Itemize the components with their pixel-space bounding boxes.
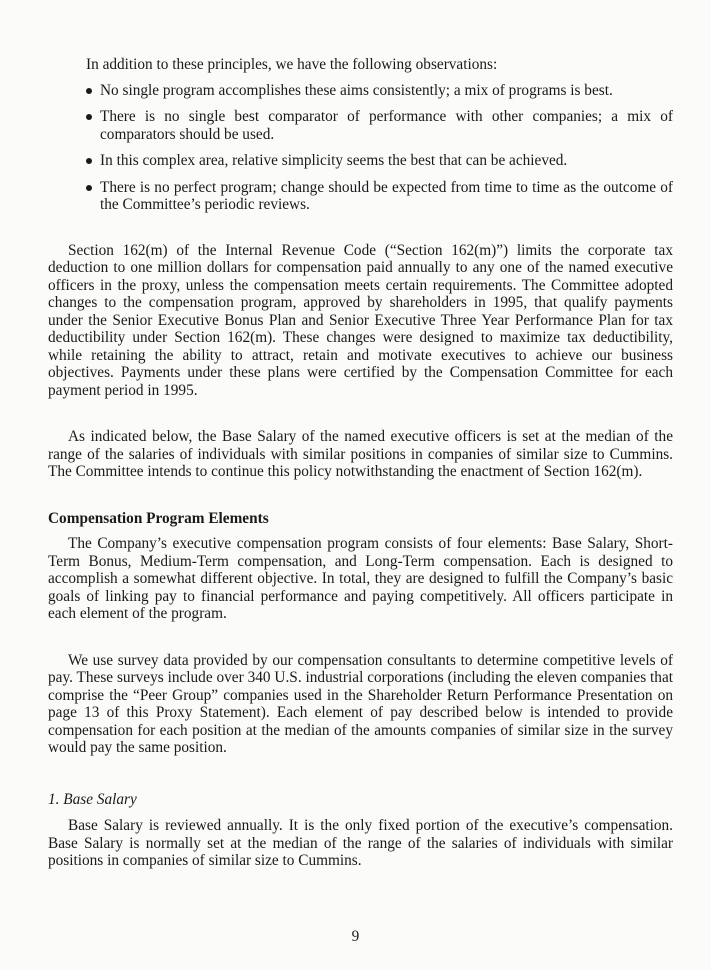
observations-list xyxy=(48,82,673,214)
intro-text: In addition to these principles, we have the following observations: xyxy=(86,56,498,73)
bullet-icon xyxy=(86,158,92,164)
list-item: In this complex area, relative simplicity seems the best that can be achieved. xyxy=(48,152,673,170)
list-item: There is no perfect program; change should be expected from time to time as the outcome of the Committee’s periodic reviews. xyxy=(48,179,673,214)
list-item: No single program accomplishes these aims consistently; a mix of programs is best. xyxy=(48,82,673,100)
base-salary-subheading: 1. Base Salary xyxy=(48,790,137,808)
page-number: 9 xyxy=(351,928,360,945)
bullet-icon xyxy=(86,185,92,191)
base-salary-paragraph: Base Salary is reviewed annually. It is the only fixed portion of the executive’s compensation. Base Salary is normally set at the median of the range of the salaries of individuals with similar positions in companies of similar size to Cummins. xyxy=(48,817,673,869)
bullet-icon xyxy=(86,114,92,120)
section-162m-paragraph: Section 162(m) of the Internal Revenue Code (“Section 162(m)”) limits the corporate tax deduction to one million dollars for compensation paid annually to any one of the named executive officers in the proxy, unless the compensation meets certain requirements. The Committee adopted changes to the compensation program, approved by shareholders in 1995, that qualify payments under the Senior Executive Bonus Plan and Senior Executive Three Year Performance Plan for tax deductibility under Section 162(m). These changes were designed to maximize tax deductibility, while retaining the ability to attract, retain and motivate executives to achieve our business objectives. Payments under these plans were certified by the Compensation Committee for each payment period in 1995. xyxy=(48,241,673,399)
survey-paragraph: We use survey data provided by our compensation consultants to determine competitive levels of pay. These surveys include over 340 U.S. industrial corporations (including the eleven companies that comprise the “Peer Group” companies used in the Shareholder Return Performance Presentation on page 13 of this Proxy Statement). Each element of pay described below is intended to provide compensation for each position at the median of the amounts companies of similar size in the survey would pay the same position. xyxy=(48,651,673,756)
base-salary-policy-paragraph: As indicated below, the Base Salary of the named executive officers is set at the median of the range of the salaries of individuals with similar positions in companies of similar size to Cummins. The Committee intends to continue this policy notwithstanding the enactment of Section 162(m). xyxy=(48,428,673,480)
program-elements-paragraph: The Company’s executive compensation program consists of four elements: Base Salary, Short-Term Bonus, Medium-Term compensation, and Long-Term compensation. Each is designed to accomplish a somewhat different objective. In total, they are designed to fulfill the Company’s basic goals of linking pay to financial performance and paying competitively. All officers participate in each element of the program. xyxy=(48,535,673,622)
list-item: There is no single best comparator of performance with other companies; a mix of comparators should be used. xyxy=(48,108,673,143)
section-heading: Compensation Program Elements xyxy=(48,509,269,527)
bullet-icon xyxy=(86,88,92,94)
